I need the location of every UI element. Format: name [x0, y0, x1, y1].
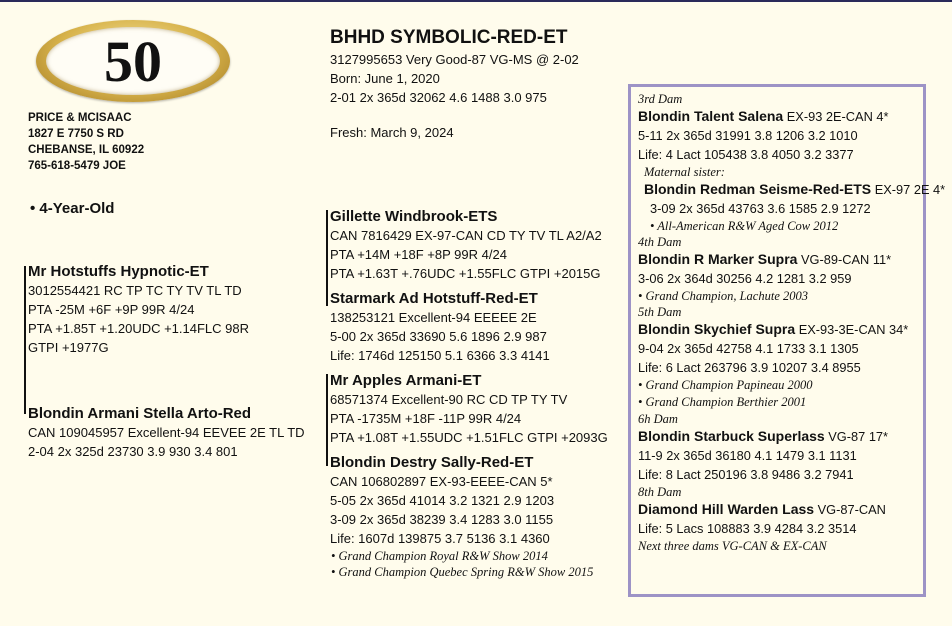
fifth-dam-heading — [638, 320, 945, 339]
sire-line: GTPI +1977G — [28, 340, 109, 355]
consignor-info — [28, 110, 144, 174]
dam-dam-block — [330, 453, 593, 580]
consignor-address1: 1827 E 7750 S RD — [28, 128, 124, 140]
sister-heading — [638, 180, 945, 199]
sixth-dam-heading — [638, 427, 945, 446]
third-dam-line: 5-11 2x 365d 31991 3.8 1206 3.2 1010 — [638, 128, 858, 143]
eighth-dam-name: Diamond Hill Warden Lass — [638, 501, 815, 517]
sire-dam-line: 138253121 Excellent-94 EEEEE 2E — [330, 310, 537, 325]
sire-sire-line: PTA +1.63T +.76UDC +1.55FLC GTPI +2015G — [330, 266, 601, 281]
fourth-dam-line: 3-06 2x 364d 30256 4.2 1281 3.2 959 — [638, 271, 852, 286]
fourth-dam-heading — [638, 250, 945, 269]
dam-dam-name: Blondin Destry Sally-Red-ET — [330, 454, 534, 471]
sister-award: • All-American R&W Aged Cow 2012 — [650, 219, 839, 233]
sixth-dam-name: Blondin Starbuck Superlass — [638, 428, 825, 444]
sire-line: PTA +1.85T +1.20UDC +1.14FLC 98R — [28, 321, 250, 336]
fifth-dam-label: 5th Dam — [638, 305, 682, 319]
dam-line: CAN 109045957 Excellent-94 EEVEE 2E TL TD — [28, 425, 305, 440]
pedigree-bracket-left — [24, 266, 26, 414]
footer-note: Next three dams VG-CAN & EX-CAN — [638, 539, 827, 553]
animal-born: Born: June 1, 2020 — [330, 71, 440, 86]
lot-number-badge — [36, 20, 230, 102]
sixth-dam-line: Life: 8 Lact 250196 3.8 9486 3.2 7941 — [638, 467, 854, 482]
eighth-dam-line: Life: 5 Lacs 108883 3.9 4284 3.2 3514 — [638, 521, 857, 536]
dam-block — [28, 404, 305, 461]
dam-dam-line: CAN 106802897 EX-93-EEEE-CAN 5* — [330, 474, 553, 489]
dam-dam-line: Life: 1607d 139875 3.7 5136 3.1 4360 — [330, 531, 550, 546]
dam-dam-award: • Grand Champion Royal R&W Show 2014 — [331, 549, 548, 563]
fifth-dam-line: Life: 6 Lact 263796 3.9 10207 3.4 8955 — [638, 360, 861, 375]
pedigree-bracket-dam — [326, 374, 328, 466]
fifth-dam-line: 9-04 2x 365d 42758 4.1 1733 3.1 1305 — [638, 341, 859, 356]
eighth-dam-heading — [638, 500, 945, 519]
sire-dam-line: Life: 1746d 125150 5.1 6366 3.3 4141 — [330, 348, 550, 363]
fourth-dam-name: Blondin R Marker Supra — [638, 251, 798, 267]
animal-header — [330, 26, 579, 142]
consignor-address2: CHEBANSE, IL 60922 — [28, 144, 145, 156]
pedigree-bracket-sire — [326, 210, 328, 306]
age-class-label: 4-Year-Old — [39, 200, 115, 217]
lot-number: 50 — [104, 28, 162, 94]
fifth-dam-award: • Grand Champion Papineau 2000 — [638, 378, 813, 392]
fifth-dam-award: • Grand Champion Berthier 2001 — [638, 395, 807, 409]
third-dam-class: EX-93 2E-CAN 4* — [783, 109, 889, 124]
fifth-dam-name: Blondin Skychief Supra — [638, 321, 796, 337]
dam-sire-line: PTA -1735M +18F -11P 99R 4/24 — [330, 411, 522, 426]
maternal-line-box — [628, 84, 946, 597]
sire-sire-line: CAN 7816429 EX-97-CAN CD TY TV TL A2/A2 — [330, 228, 602, 243]
sister-class: EX-97 2E 4* — [871, 182, 946, 197]
dam-name: Blondin Armani Stella Arto-Red — [28, 405, 252, 422]
third-dam-label: 3rd Dam — [638, 92, 683, 106]
sixth-dam-label: 6h Dam — [638, 412, 678, 426]
maternal-sister-label: Maternal sister: — [644, 165, 725, 179]
consignor-name: PRICE & MCISAAC — [28, 112, 132, 124]
animal-fresh: Fresh: March 9, 2024 — [330, 125, 454, 140]
maternal-line-content — [638, 91, 945, 554]
age-class: • 4-Year-Old — [30, 200, 115, 217]
third-dam-line: Life: 4 Lact 105438 3.8 4050 3.2 3377 — [638, 147, 854, 162]
sire-dam-name: Starmark Ad Hotstuff-Red-ET — [330, 290, 538, 307]
top-rule — [0, 0, 952, 2]
dam-dam-line: 3-09 2x 365d 38239 3.4 1283 3.0 1155 — [330, 512, 554, 527]
third-dam-heading — [638, 107, 945, 126]
fourth-dam-label: 4th Dam — [638, 235, 682, 249]
dam-sire-name: Mr Apples Armani-ET — [330, 372, 482, 389]
fourth-dam-award: • Grand Champion, Lachute 2003 — [638, 289, 809, 303]
sire-block — [28, 262, 249, 357]
dam-sire-line: 68571374 Excellent-90 RC CD TP TY TV — [330, 392, 568, 407]
consignor-phone: 765-618-5479 JOE — [28, 160, 126, 172]
animal-record: 2-01 2x 365d 32062 4.6 1488 3.0 975 — [330, 90, 547, 105]
sire-name: Mr Hotstuffs Hypnotic-ET — [28, 263, 209, 280]
sire-dam-line: 5-00 2x 365d 33690 5.6 1896 2.9 987 — [330, 329, 547, 344]
sixth-dam-class: VG-87 17* — [824, 429, 889, 444]
animal-id-line: 3127995653 Very Good-87 VG-MS @ 2-02 — [330, 52, 579, 67]
fourth-dam-class: VG-89-CAN 11* — [797, 252, 892, 267]
dam-dam-line: 5-05 2x 365d 41014 3.2 1321 2.9 1203 — [330, 493, 555, 508]
sister-line: 3-09 2x 365d 43763 3.6 1585 2.9 1272 — [650, 201, 871, 216]
dam-sire-line: PTA +1.08T +1.55UDC +1.51FLC GTPI +2093G — [330, 430, 608, 445]
animal-name: BHHD SYMBOLIC-RED-ET — [330, 27, 568, 48]
sire-sire-block — [330, 207, 602, 283]
sixth-dam-line: 11-9 2x 365d 36180 4.1 1479 3.1 1131 — [638, 448, 857, 463]
sire-sire-line: PTA +14M +18F +8P 99R 4/24 — [330, 247, 507, 262]
fifth-dam-class: EX-93-3E-CAN 34* — [795, 322, 909, 337]
sire-sire-name: Gillette Windbrook-ETS — [330, 208, 498, 225]
eighth-dam-label: 8th Dam — [638, 485, 682, 499]
eighth-dam-class: VG-87-CAN — [814, 502, 886, 517]
sire-line: 3012554421 RC TP TC TY TV TL TD — [28, 283, 242, 298]
sire-line: PTA -25M +6F +9P 99R 4/24 — [28, 302, 195, 317]
dam-line: 2-04 2x 325d 23730 3.9 930 3.4 801 — [28, 444, 238, 459]
sire-dam-block — [330, 289, 550, 365]
sister-name: Blondin Redman Seisme-Red-ETS — [644, 181, 872, 197]
dam-sire-block — [330, 371, 608, 447]
third-dam-name: Blondin Talent Salena — [638, 108, 784, 124]
dam-dam-award: • Grand Champion Quebec Spring R&W Show 2015 — [331, 565, 594, 579]
